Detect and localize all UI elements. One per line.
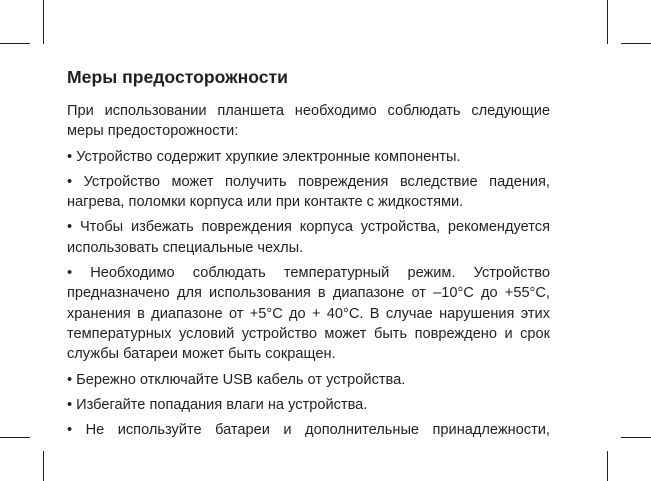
precaution-item: • Не используйте батареи и дополнительные принадлежности, — [67, 422, 550, 439]
crop-mark-bottom-left-horizontal — [0, 437, 30, 438]
precaution-item: • Необходимо соблюдать температурный режим. Устройство предназначено для использования в диапазоне от –10°C до +55°C, хранения в диапазоне от +5°C до + 40°C. В случае нарушения этих температурных условий устройство может быть повреждено и срок службы батареи может быть сокращен. — [67, 265, 550, 363]
crop-mark-bottom-right-vertical — [607, 451, 608, 481]
crop-mark-top-right-horizontal — [621, 43, 651, 44]
crop-mark-top-left-vertical — [43, 0, 44, 44]
crop-mark-top-left-horizontal — [0, 43, 30, 44]
precaution-item: • Устройство содержит хрупкие электронные компоненты. — [67, 148, 461, 165]
precaution-item: • Устройство может получить повреждения вследствие падения, нагрева, поломки корпуса или при контакте с жидкостями. — [67, 173, 550, 211]
intro-paragraph: При использовании планшета необходимо соблюдать следующие меры предосторожности: — [67, 103, 550, 140]
crop-mark-bottom-right-horizontal — [621, 437, 651, 438]
precaution-item: • Избегайте попадания влаги на устройства. — [67, 396, 368, 413]
document-page — [67, 64, 550, 445]
precaution-item: • Чтобы избежать повреждения корпуса устройства, рекомендуется использовать специальные чехлы. — [67, 219, 550, 256]
crop-mark-top-right-vertical — [607, 0, 608, 44]
precaution-item: • Бережно отключайте USB кабель от устройства. — [67, 371, 406, 388]
crop-mark-bottom-left-vertical — [43, 451, 44, 481]
section-title: Меры предосторожности — [67, 67, 288, 87]
